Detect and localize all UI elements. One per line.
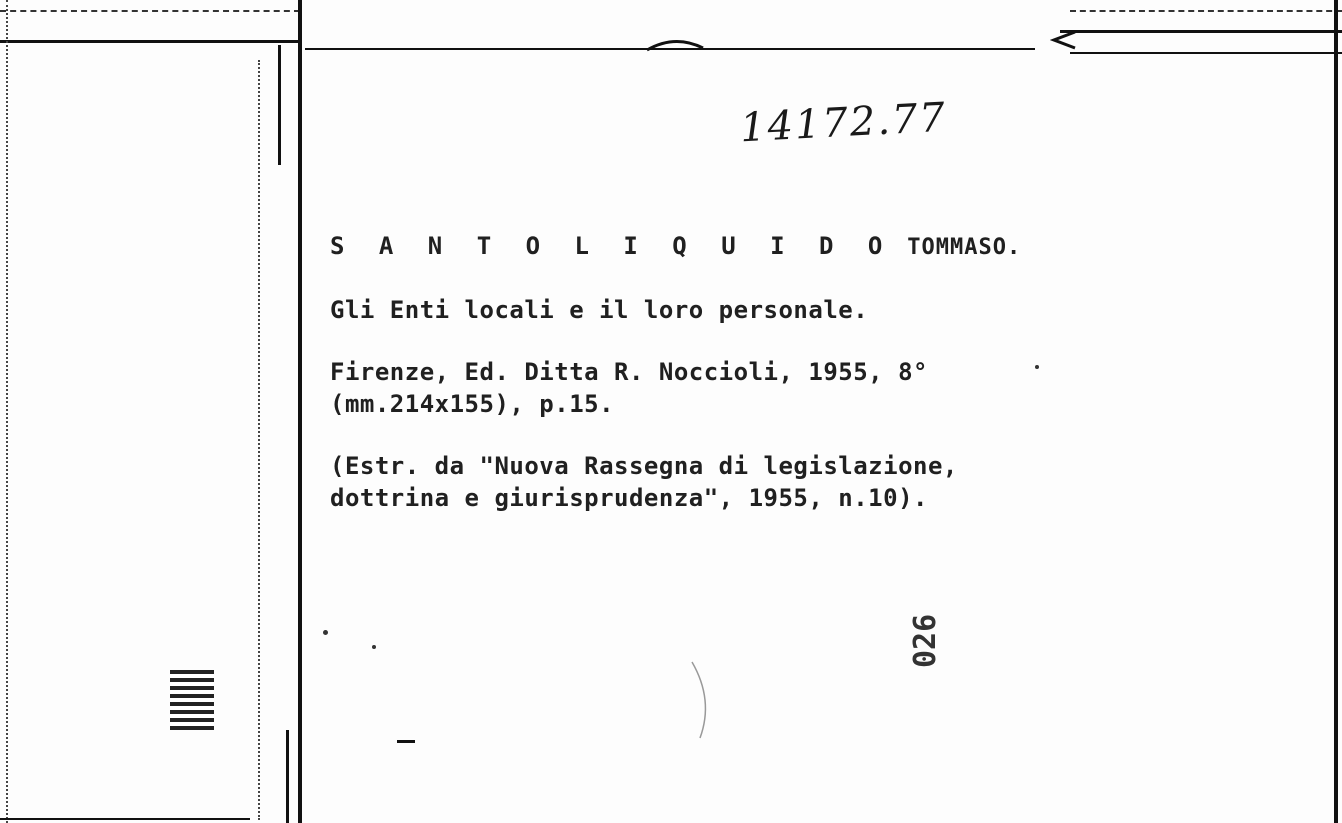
- speck: [372, 645, 376, 649]
- title-line: Gli Enti locali e il loro personale.: [330, 296, 869, 324]
- left-inner-edge: [278, 45, 281, 165]
- left-inner-edge-bottom: [286, 730, 289, 823]
- faint-curve: [690, 660, 720, 740]
- top-rule-left: [0, 40, 300, 43]
- far-left-dashes: [6, 0, 8, 823]
- imprint-line-2: (mm.214x155), p.15.: [330, 390, 615, 418]
- left-stamp-block: [170, 670, 214, 730]
- speck: [323, 630, 328, 635]
- stamp-number: 026: [908, 613, 943, 668]
- top-rule-right-2: [1070, 52, 1342, 54]
- imprint-line-1: Firenze, Ed. Ditta R. Noccioli, 1955, 8°: [330, 358, 928, 386]
- catalog-entry: [330, 230, 1050, 514]
- bottom-left-rule: [0, 818, 250, 820]
- note-line-2: dottrina e giurisprudenza", 1955, n.10).: [330, 484, 928, 512]
- top-rule-right: [1060, 30, 1342, 33]
- top-dashed-edge: [0, 10, 300, 12]
- handwritten-shelf-mark: 14172.77: [738, 94, 948, 152]
- arrow-mark: [1050, 30, 1080, 50]
- note-line-1: (Estr. da "Nuova Rassegna di legislazione,: [330, 452, 958, 480]
- clip-mark: [645, 34, 705, 54]
- author-line: [330, 230, 1050, 264]
- top-dashed-right: [1070, 10, 1342, 12]
- left-margin-dashes: [258, 60, 260, 820]
- author-first-name: TOMMASO.: [907, 235, 1022, 260]
- author-surname: S A N T O L I Q U I D O: [330, 232, 893, 260]
- stray-mark: [397, 740, 415, 743]
- card-left-edge: [298, 0, 302, 823]
- card-right-edge: [1334, 0, 1338, 823]
